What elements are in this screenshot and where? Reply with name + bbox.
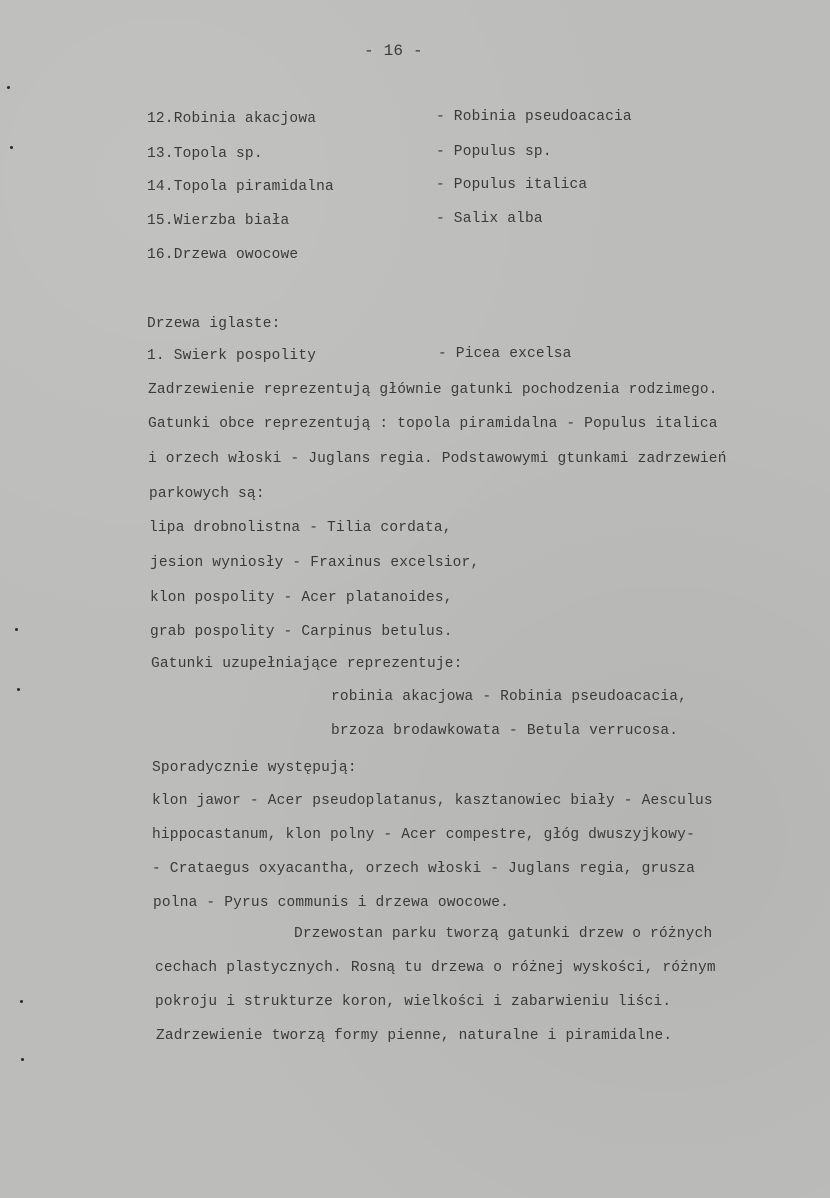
text-line: polna - Pyrus communis i drzewa owocowe.	[153, 895, 510, 911]
text-line: klon jawor - Acer pseudoplatanus, kasztanowiec biały - Aesculus	[152, 793, 713, 809]
margin-speck	[17, 688, 20, 691]
text-line: - Crataegus oxyacantha, orzech włoski - Juglans regia, grusza	[152, 861, 695, 877]
species-item-12-latin: - Robinia pseudoacacia	[436, 109, 632, 125]
text-line: lipa drobnolistna - Tilia cordata,	[149, 520, 452, 536]
text-line: Sporadycznie występują:	[152, 760, 357, 776]
species-item-13-latin: - Populus sp.	[436, 144, 552, 160]
species-item-16-name: 16.Drzewa owocowe	[147, 247, 299, 263]
margin-speck	[10, 146, 13, 149]
conifers-heading: Drzewa iglaste:	[147, 316, 281, 332]
species-item-14-latin: - Populus italica	[436, 177, 588, 193]
text-line: Gatunki uzupełniające reprezentuje:	[151, 656, 463, 672]
text-line: cechach plastycznych. Rosną tu drzewa o różnej wyskości, różnym	[155, 960, 716, 976]
text-line: robinia akacjowa - Robinia pseudoacacia,	[331, 689, 688, 705]
text-line: grab pospolity - Carpinus betulus.	[150, 624, 453, 640]
margin-speck	[15, 628, 18, 631]
text-line: jesion wyniosły - Fraxinus excelsior,	[150, 555, 480, 571]
text-line: brzoza brodawkowata - Betula verrucosa.	[331, 723, 679, 739]
margin-speck	[20, 1000, 23, 1003]
text-line: Gatunki obce reprezentują : topola piramidalna - Populus italica	[148, 416, 718, 432]
species-item-12-name: 12.Robinia akacjowa	[147, 111, 317, 127]
text-line: klon pospolity - Acer platanoides,	[150, 590, 453, 606]
page-number: - 16 -	[364, 42, 423, 60]
text-line: parkowych są:	[149, 486, 265, 502]
text-line: pokroju i strukturze koron, wielkości i zabarwieniu liści.	[155, 994, 672, 1010]
text-line: i orzech włoski - Juglans regia. Podstawowymi gtunkami zadrzewień	[148, 451, 727, 467]
species-item-15-latin: - Salix alba	[436, 211, 543, 227]
conifer-item-1-name: 1. Swierk pospolity	[147, 348, 317, 364]
text-line: Zadrzewienie tworzą formy pienne, naturalne i piramidalne.	[156, 1028, 673, 1044]
species-item-14-name: 14.Topola piramidalna	[147, 179, 334, 195]
margin-speck	[7, 86, 10, 89]
margin-speck	[21, 1058, 24, 1061]
species-item-15-name: 15.Wierzba biała	[147, 213, 290, 229]
text-line: Zadrzewienie reprezentują głównie gatunki pochodzenia rodzimego.	[148, 382, 718, 398]
text-line: Drzewostan parku tworzą gatunki drzew o różnych	[294, 926, 713, 942]
species-item-13-name: 13.Topola sp.	[147, 146, 263, 162]
text-line: hippocastanum, klon polny - Acer compestre, głóg dwuszyjkowy-	[152, 827, 695, 843]
conifer-item-1-latin: - Picea excelsa	[438, 346, 572, 362]
